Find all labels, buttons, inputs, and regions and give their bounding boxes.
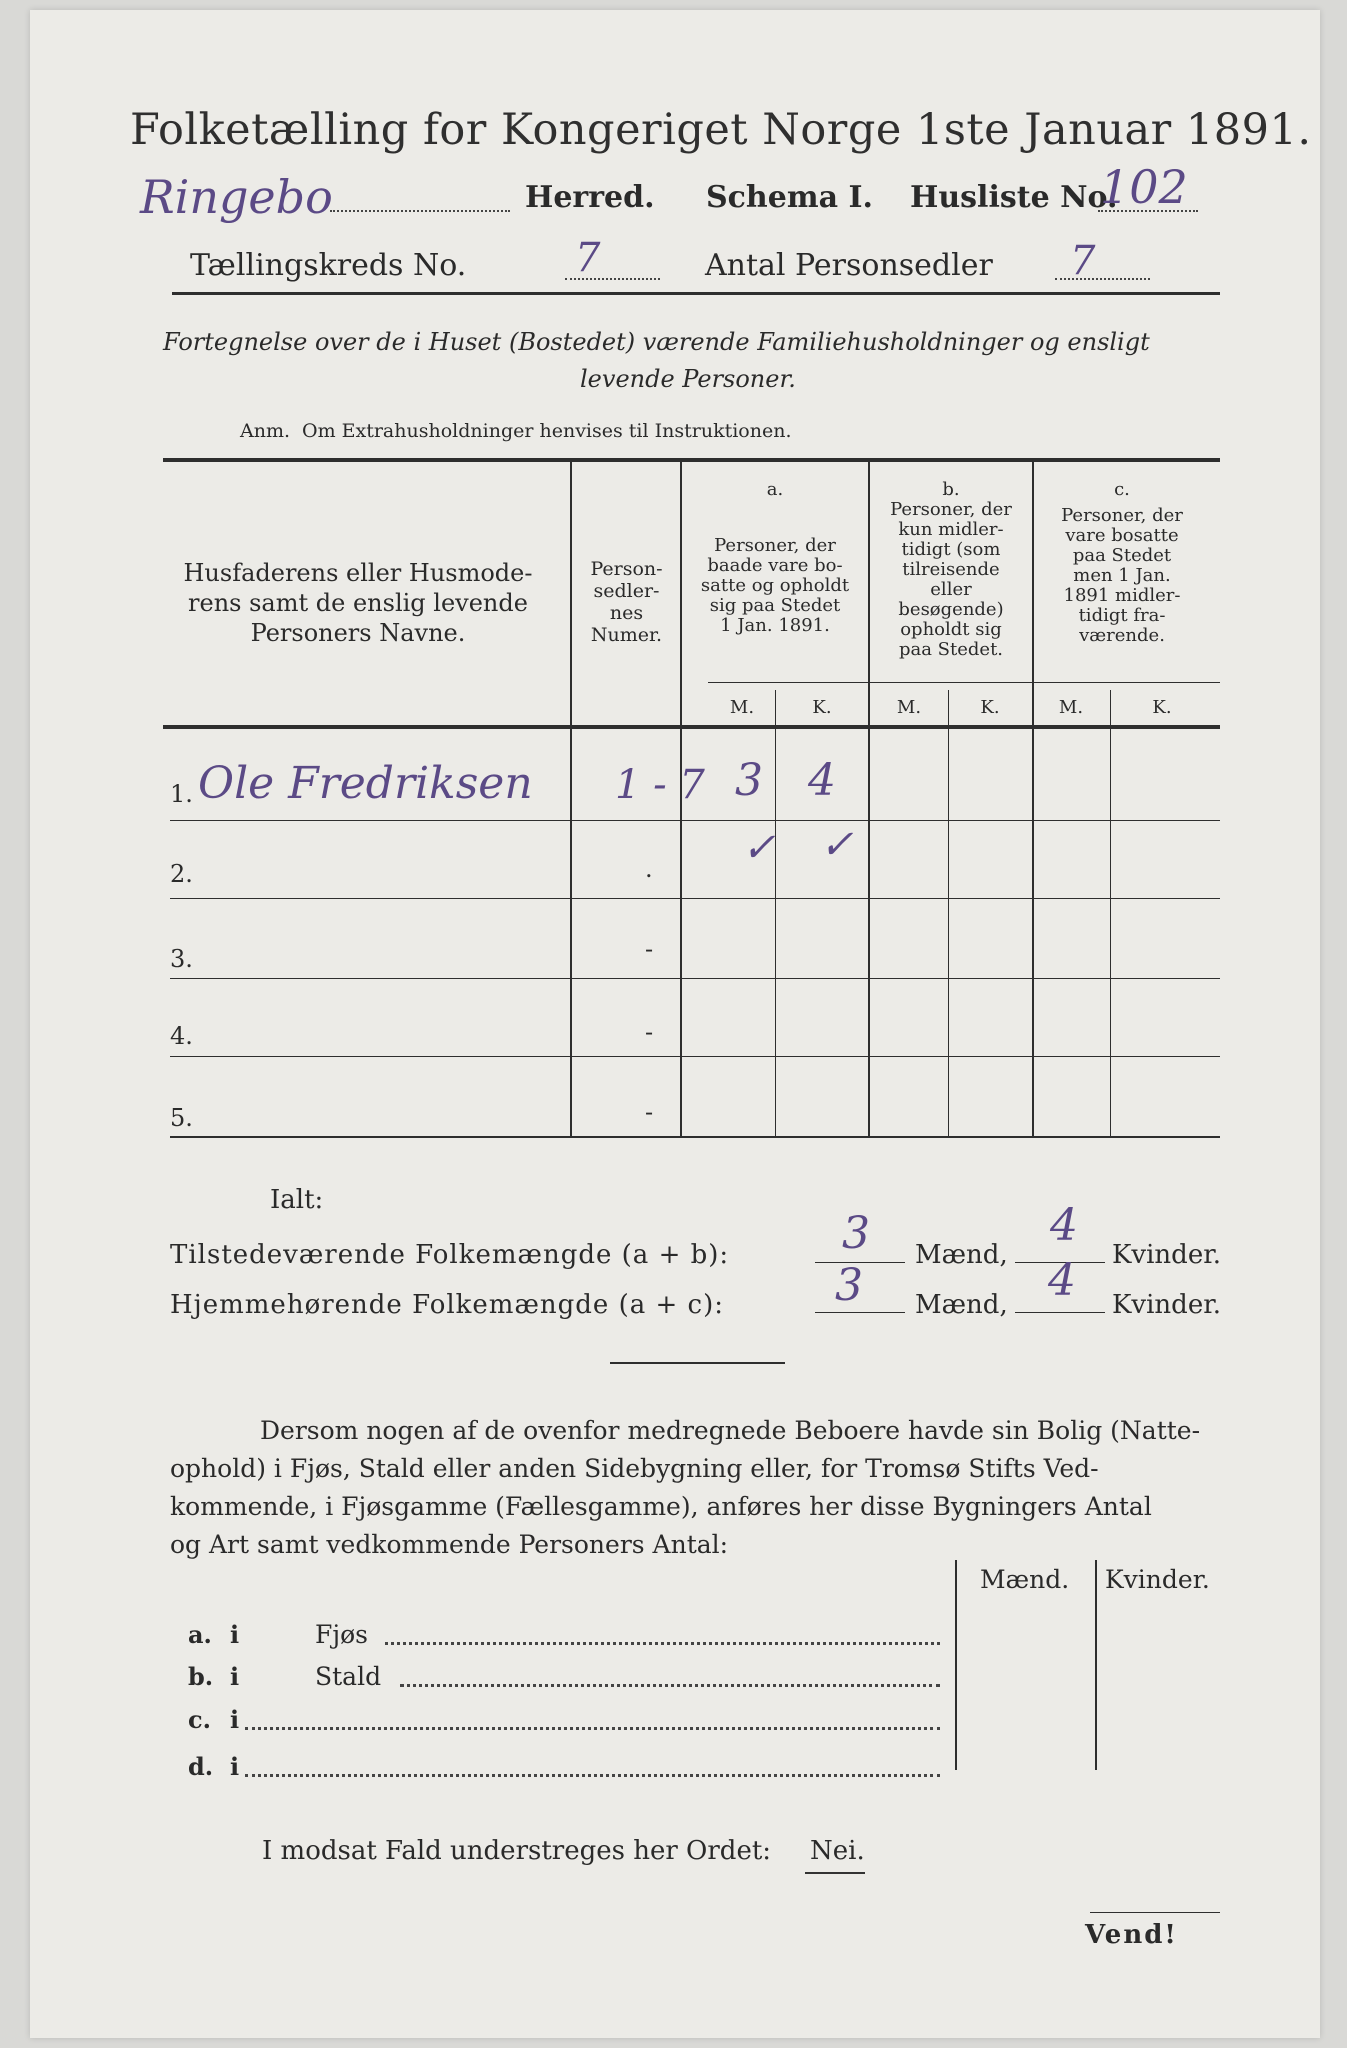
col-c-line: paa Stedet [1072,545,1172,566]
col-number-line3: nes [609,602,644,624]
table-header-rule [163,725,1220,729]
col-number-line2: sedler- [593,580,660,602]
col-a-line: Personer, der [714,535,836,556]
row-5-sedler: - [645,1098,654,1126]
col-names-line3: Personers Navne. [250,619,466,647]
bolig-item-a-letter: a. [188,1620,212,1649]
bolig-col-maend: Mænd. [980,1565,1070,1594]
hjemme-maend: 3 [835,1260,863,1311]
row-5-number: 5. [170,1104,193,1132]
bolig-col-divider-1 [955,1560,957,1770]
col-a-letter: a. [766,479,784,500]
hjemme-kvinder-label: Kvinder. [1112,1290,1222,1320]
husliste-label: Husliste No. [910,180,1118,215]
col-b-line: opholdt sig [900,619,1002,640]
schema-label: Schema I. [706,180,873,215]
col-c-line: 1891 midler- [1063,585,1181,606]
col-names-line1: Husfaderens eller Husmode- [183,559,533,587]
intro-line1: Fortegnelse over de i Huset (Bostedet) værende Familiehusholdninger og ensligt [163,328,1150,356]
row-1-number: 1. [170,780,193,808]
row-2-a-m: ✓ [742,825,776,871]
bolig-item-c-dots [245,1727,940,1730]
husliste-dotted-line [1098,210,1198,212]
col-divider-1 [570,462,572,1137]
bolig-item-b-letter: b. [188,1662,214,1691]
bolig-para-line: Dersom nogen af de ovenfor medregnede Beboere havde sin Bolig (Natte- [260,1416,1201,1445]
col-c-line: Personer, der [1061,505,1183,526]
bolig-item-d-dots [245,1774,940,1777]
bolig-item-d-i: i [230,1752,240,1781]
tellingskreds-value: 7 [575,235,601,281]
modsat-text: I modsat Fald understreges her Ordet: [262,1836,772,1866]
col-b-line: eller [930,579,972,600]
intro-line2: levende Personer. [580,365,796,393]
hjemme-kvinder: 4 [1048,1255,1076,1306]
col-c-mk-divider [1110,690,1111,1137]
a-m-label: M. [729,697,755,718]
table-bottom-rule [170,1136,1220,1138]
c-k-label: K. [1152,697,1172,718]
bolig-col-divider-2 [1095,1560,1097,1770]
vend-rule [1090,1912,1220,1913]
row-4-rule [170,1056,1220,1057]
ialt-label: Ialt: [270,1185,324,1215]
tilstede-maend: 3 [842,1208,870,1259]
bolig-paragraph [170,1412,1220,1564]
row-3-number: 3. [170,945,193,973]
col-a-line: sig paa Stedet [709,595,841,616]
hjemme-maend-label: Mænd, [915,1290,1008,1320]
bolig-para-line: og Art samt vedkommende Personers Antal: [170,1530,729,1559]
col-b-letter: b. [942,479,960,500]
col-a-header [682,480,868,636]
row-4-number: 4. [170,1022,193,1050]
col-number-header [573,558,680,646]
table-top-rule [163,458,1220,462]
nei-underline [805,1872,865,1874]
col-b-line: kun midler- [898,519,1004,540]
bolig-item-c-i: i [230,1705,240,1734]
tellingskreds-label: Tællingskreds No. [190,248,467,283]
husliste-value: 102 [1100,160,1188,214]
row-2-a-k: ✓ [820,822,854,868]
anm-label: Anm. [240,420,291,442]
col-b-line: tilreisende [902,559,1000,580]
bolig-item-a-dots [385,1642,940,1645]
col-names-header [148,558,568,648]
personsedler-value: 7 [1070,238,1096,284]
row-1-sedler: 1 - 7 [615,762,705,808]
header-rule [172,292,1220,295]
col-c-line: men 1 Jan. [1073,565,1171,586]
bolig-item-a-label: Fjøs [315,1620,368,1649]
bolig-col-kvinder: Kvinder. [1105,1565,1210,1594]
col-b-header [870,480,1032,660]
row-2-rule [170,898,1220,899]
bolig-item-c-letter: c. [188,1705,211,1734]
mk-top-rule [708,682,1220,683]
bolig-item-b-i: i [230,1662,240,1691]
hjemme-kvinder-line [1015,1312,1105,1313]
bolig-item-d-letter: d. [188,1752,214,1781]
herred-value: Ringebo [140,170,333,224]
row-1-name: Ole Fredriksen [198,758,533,809]
col-b-line: paa Stedet. [898,639,1004,660]
col-c-line: tidigt fra- [1078,605,1166,626]
tilstede-kvinder-label: Kvinder. [1112,1240,1222,1270]
personsedler-dotted-line [1055,278,1150,280]
col-names-line2: rens samt de enslig levende [188,589,528,617]
col-c-header [1034,480,1210,646]
row-1-a-k: 4 [808,755,836,806]
a-k-label: K. [812,697,832,718]
col-a-line: 1 Jan. 1891. [720,615,830,636]
col-number-line4: Numer. [590,624,663,646]
col-number-line1: Person- [590,558,663,580]
row-2-sedler: . [645,855,653,883]
bolig-para-line: ophold) i Fjøs, Stald eller anden Sidebygning eller, for Tromsø Stifts Ved- [170,1454,1099,1483]
row-1-a-m: 3 [735,755,763,806]
row-4-sedler: - [645,1018,654,1046]
bolig-para-line: kommende, i Fjøsgamme (Fællesgamme), anføres her disse Bygningers Antal [170,1492,1152,1521]
separator-rule [610,1362,785,1364]
tellingskreds-dotted-line [565,278,660,280]
bolig-item-a-i: i [230,1620,240,1649]
herred-label: Herred. [525,180,655,215]
census-form-page [30,10,1320,2038]
hjemme-maend-line [815,1312,905,1313]
col-c-line: vare bosatte [1065,525,1179,546]
col-a-line: baade vare bo- [707,555,843,576]
hjemme-label: Hjemmehørende Folkemængde (a + c): [170,1290,724,1320]
row-2-number: 2. [170,860,193,888]
col-b-line: Personer, der [890,499,1012,520]
tilstede-kvinder: 4 [1050,1200,1078,1251]
row-3-rule [170,978,1220,979]
b-m-label: M. [896,697,922,718]
col-b-line: besøgende) [898,599,1004,620]
col-c-letter: c. [1114,479,1130,500]
row-3-sedler: - [645,935,654,963]
bolig-item-b-label: Stald [315,1662,382,1691]
col-a-mk-divider [775,690,776,1137]
col-c-line: værende. [1079,625,1165,646]
b-k-label: K. [980,697,1000,718]
col-b-mk-divider [948,690,949,1137]
bolig-item-b-dots [400,1684,940,1687]
row-1-rule [170,820,1220,821]
vend-text: Vend! [1085,1920,1178,1950]
col-b-line: tidigt (som [901,539,1001,560]
tilstede-label: Tilstedeværende Folkemængde (a + b): [170,1240,730,1270]
col-a-line: satte og opholdt [700,575,850,596]
anm-text: Om Extrahusholdninger henvises til Instruktionen. [302,420,792,442]
c-m-label: M. [1058,697,1084,718]
herred-dotted-line [330,210,510,212]
personsedler-label: Antal Personsedler [705,248,993,283]
nei-word: Nei. [810,1836,865,1866]
form-title: Folketælling for Kongeriget Norge 1ste Januar 1891. [130,105,1312,155]
tilstede-maend-label: Mænd, [915,1240,1008,1270]
